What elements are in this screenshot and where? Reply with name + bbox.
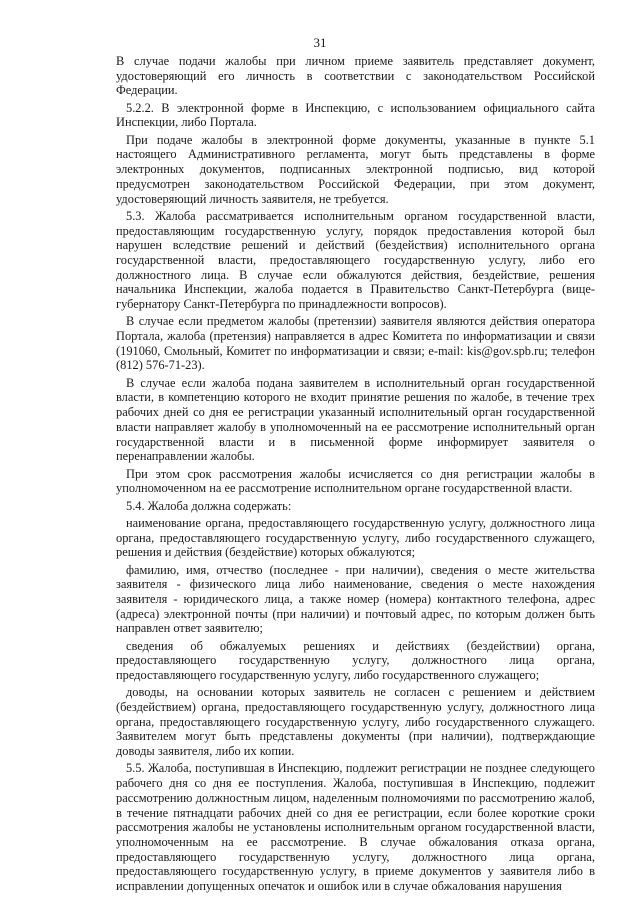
paragraph-decisions-info: сведения об обжалуемых решениях и действиях (бездействии) органа, предоставляющего государственную услугу, должностного лица органа, предоставляющего государственную услугу, либо государственного служащего; xyxy=(116,638,595,683)
document-body xyxy=(116,54,595,896)
paragraph-portal-operator: В случае если предметом жалобы (претензии) заявителя являются действия оператора Портала, жалоба (претензия) направляется в адрес Комитета по информатизации и связи (191060, Смольный, Комитет по информатизации и связи; e-mail: kis@gov.spb.ru; телефон (812) 576-71-23). xyxy=(116,314,595,373)
paragraph-5-5: 5.5. Жалоба, поступившая в Инспекцию, подлежит регистрации не позднее следующего рабочего дня со дня ее поступления. Жалоба, поступившая в Инспекцию, подлежит рассмотрению должностным лицом, наделенным полномочиями по рассмотрению жалоб, в течение пятнадцати рабочих дней со дня ее регистрации, если более короткие сроки рассмотрения жалобы не установлены исполнительным органом государственной власти, уполномоченным на ее рассмотрение. В случае обжалования отказа органа, предоставляющего государственную услугу, должностного лица органа, предоставляющего государственную услугу, в приеме документов у заявителя либо в исправлении допущенных опечаток и ошибок или в случае обжалования нарушения xyxy=(116,761,595,894)
paragraph-5-3: 5.3. Жалоба рассматривается исполнительным органом государственной власти, предоставляющим государственную услугу, порядок предоставления которой был нарушен вследствие решений и действий (бездействия) исполнительного органа государственной власти, предоставляющего государственную услугу, либо его должностного лица. В случае если обжалуются действия, бездействие, решения начальника Инспекции, жалоба подается в Правительство Санкт-Петербурга (вице-губернатору Санкт-Петербурга по принадлежности вопросов). xyxy=(116,208,595,312)
paragraph-electronic-form: При подаче жалобы в электронной форме документы, указанные в пункте 5.1 настоящего Административного регламента, могут быть представлены в форме электронных документов, подписанных электронной подписью, вид которой предусмотрен законодательством Российской Федерации, при этом документ, удостоверяющий личность заявителя, не требуется. xyxy=(116,132,595,206)
paragraph-5-2-2: 5.2.2. В электронной форме в Инспекцию, с использованием официального сайта Инспекции, либо Портала. xyxy=(116,100,595,130)
paragraph-arguments: доводы, на основании которых заявитель не согласен с решением и действием (бездействием) органа, предоставляющего государственную услугу, должностного лица органа, предоставляющего государственную услугу, либо государственного служащего. Заявителем могут быть представлены документы (при наличии), подтверждающие доводы заявителя, либо их копии. xyxy=(116,685,595,759)
paragraph-5-4: 5.4. Жалоба должна содержать: xyxy=(126,498,292,513)
paragraph-applicant-info: фамилию, имя, отчество (последнее - при наличии), сведения о месте жительства заявителя - физического лица либо наименование, сведения о месте нахождения заявителя - юридического лица, а также номер (номера) контактного телефона, адрес (адреса) электронной почты (при наличии) и почтовый адрес, по которым должен быть направлен ответ заявителю; xyxy=(116,562,595,636)
paragraph-redirect: В случае если жалоба подана заявителем в исполнительный орган государственной власти, в компетенцию которого не входит принятие решения по жалобе, в течение трех рабочих дней со дня ее регистрации указанный исполнительный орган государственной власти направляет жалобу в уполномоченный на ее рассмотрение исполнительный орган государственной власти и в письменной форме информирует заявителя о перенаправлении жалобы. xyxy=(116,375,595,464)
paragraph-term: При этом срок рассмотрения жалобы исчисляется со дня регистрации жалобы в уполномоченном на ее рассмотрение исполнительном органе государственной власти. xyxy=(116,466,595,496)
page-number: 31 xyxy=(313,35,327,50)
paragraph-personal-reception: В случае подачи жалобы при личном приеме заявитель представляет документ, удостоверяющий его личность в соответствии с законодательством Российской Федерации. xyxy=(116,54,595,98)
paragraph-organ-name: наименование органа, предоставляющего государственную услугу, должностного лица органа, предоставляющего государственную услугу, либо государственного служащего, решения и действия (бездействие) которых обжалуются; xyxy=(116,515,595,560)
